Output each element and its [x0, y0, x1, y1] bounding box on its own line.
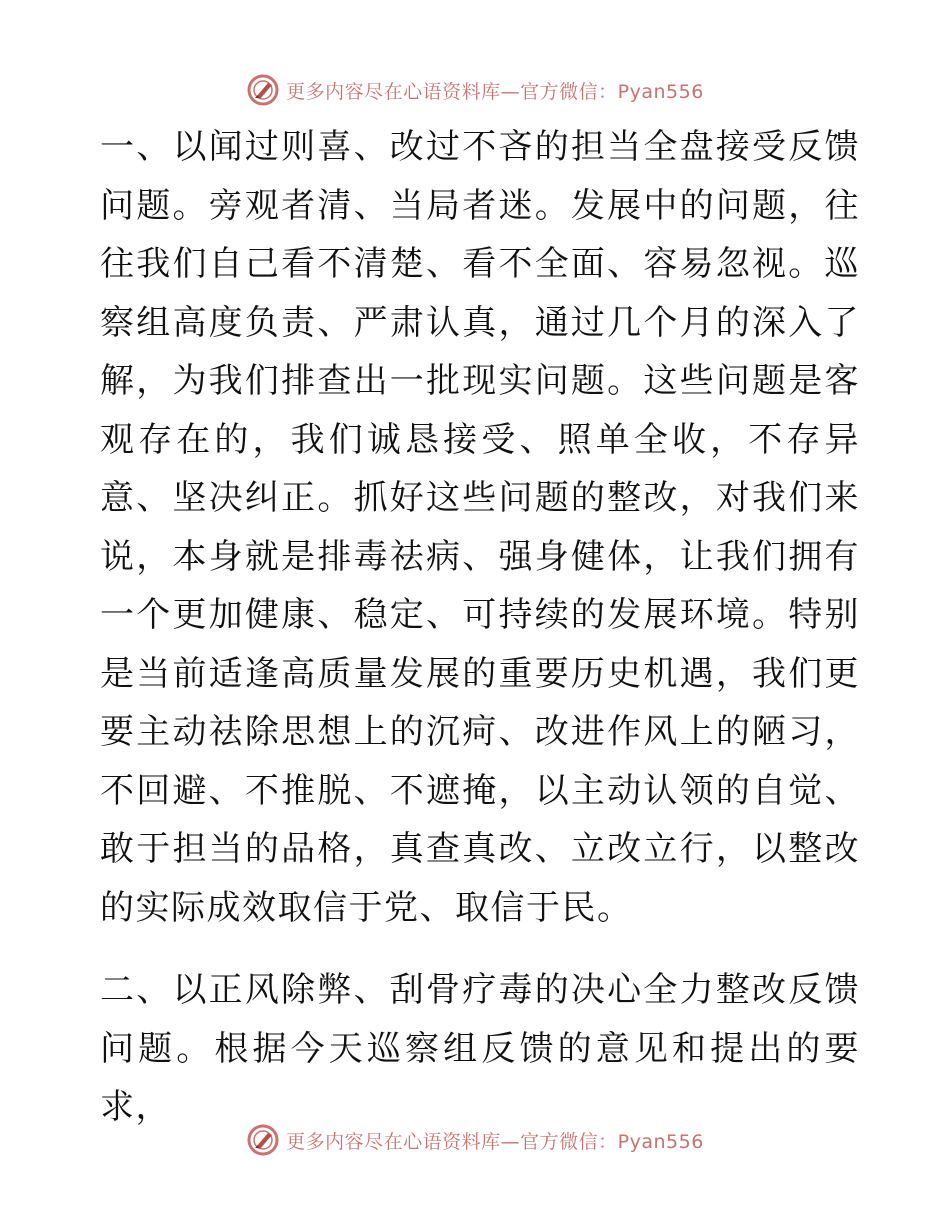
- pen-nib-logo-icon: [246, 1123, 280, 1157]
- pen-nib-logo-icon: [246, 73, 280, 107]
- document-body: [100, 118, 860, 1137]
- header-watermark-text: 更多内容尽在心语资料库—官方微信：Pyan556: [286, 80, 704, 103]
- header-watermark: [0, 72, 950, 108]
- footer-watermark: [0, 1122, 950, 1158]
- paragraph-2: 二、以正风除弊、刮骨疗毒的决心全力整改反馈问题。根据今天巡察组反馈的意见和提出的要求，: [100, 970, 860, 1127]
- paragraph-1: 一、以闻过则喜、改过不吝的担当全盘接受反馈问题。旁观者清、当局者迷。发展中的问题，往往我们自己看不清楚、看不全面、容易忽视。巡察组高度负责、严肃认真，通过几个月的深入了解，为我们排查出一批现实问题。这些问题是客观存在的，我们诚恳接受、照单全收，不存异意、坚决纠正。抓好这些问题的整改，对我们来说，本身就是排毒祛病、强身健体，让我们拥有一个更加健康、稳定、可持续的发展环境。特别是当前适逢高质量发展的重要历史机遇，我们更要主动祛除思想上的沉疴、改进作风上的陋习，不回避、不推脱、不遮掩，以主动认领的自觉、敢于担当的品格，真查真改、立改立行，以整改的实际成效取信于党、取信于民。: [100, 127, 860, 928]
- footer-watermark-text: 更多内容尽在心语资料库—官方微信：Pyan556: [286, 1130, 704, 1153]
